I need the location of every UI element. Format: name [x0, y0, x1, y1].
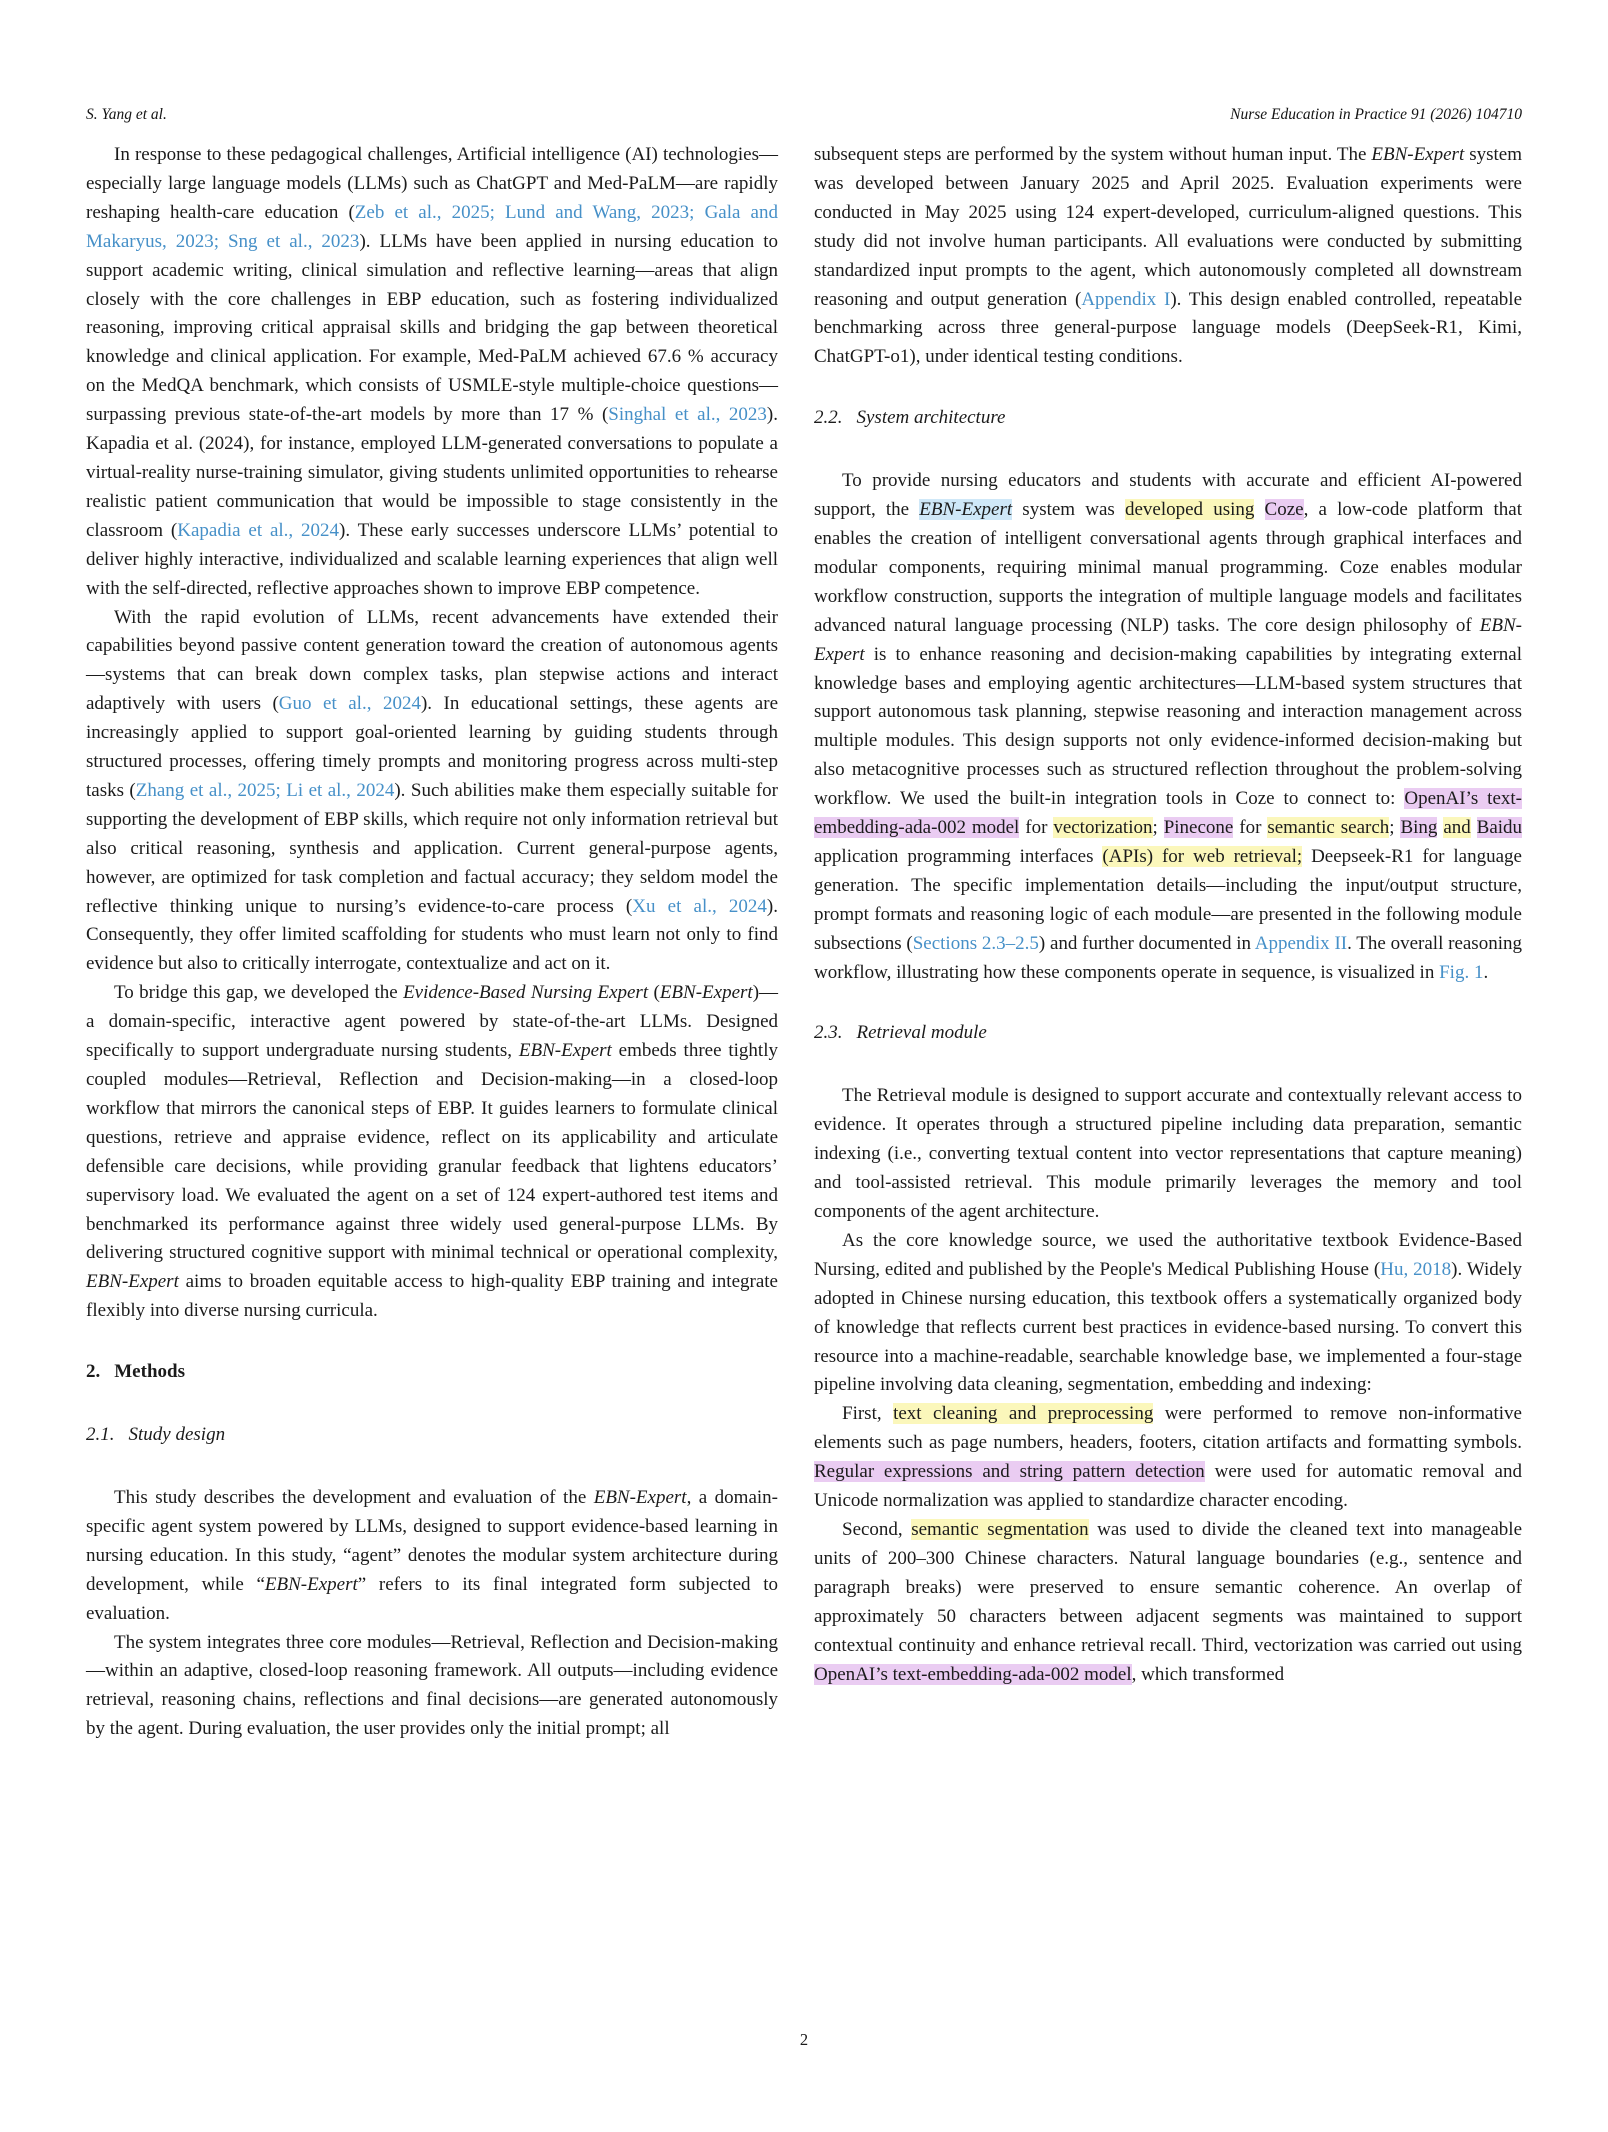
citation-link[interactable]: Guo et al., 2024 — [278, 693, 421, 715]
running-head-journal: Nurse Education in Practice 91 (2026) 104710 — [1230, 106, 1522, 123]
paragraph — [86, 1629, 778, 1745]
italic-text-run: EBN-Expert — [1371, 144, 1465, 165]
text-run: embeds three tightly coupled modules—Retrieval, Reflection and Decision-making—in a closed-loop workflow that mirrors the canonical steps of EBP. It guides learners to formulate clinical questions, retrieve and appraise evidence, reflect on its applicability and articulate defensible care decisions, while providing granular feedback that lightens educators’ supervisory load. We evaluated the agent on a set of 124 expert-authored test items and benchmarked its performance against three widely used general-purpose LLMs. By delivering structured cognitive support with minimal technical or operational complexity, — [86, 1040, 778, 1264]
running-head-authors: S. Yang et al. — [86, 106, 167, 123]
italic-text-run: EBN-Expert — [264, 1573, 358, 1595]
text-run — [1254, 499, 1264, 520]
text-run: With the rapid evolution of LLMs, recent advancements have extended their capabilities beyond passive content generation toward the creation of autonomous agents—systems that can break down complex tasks, plan stepwise actions and interact adaptively with users ( — [86, 606, 778, 715]
citation-link[interactable]: Xu et al., 2024 — [632, 895, 767, 917]
highlight-yellow-run: (APIs) for web retrieval; — [1102, 845, 1303, 867]
italic-text-run: EBN-Expert — [659, 982, 753, 1004]
heading-text: System architecture — [856, 407, 1006, 429]
heading-text: Methods — [114, 1361, 185, 1383]
subsection-heading — [814, 1019, 1522, 1048]
paragraph — [814, 1400, 1522, 1516]
text-run: To provide nursing educators and students with accurate and efficient AI-powered support, the — [814, 470, 1522, 521]
italic-text-run: EBN-Expert — [518, 1040, 612, 1062]
text-run: ) and further documented in — [1038, 932, 1255, 954]
citation-link[interactable]: Hu, 2018 — [1380, 1258, 1452, 1280]
highlight-yellow-run: text cleaning and preprocessing — [893, 1403, 1154, 1425]
heading-text: Retrieval module — [856, 1022, 987, 1044]
text-run: As the core knowledge source, we used the authoritative textbook Evidence-Based Nursing, edited and published by the People's Medical Publishing House ( — [814, 1229, 1522, 1280]
italic-text-run: EBN-Expert — [593, 1486, 687, 1508]
text-run: ; — [1389, 817, 1401, 839]
text-run: for — [1233, 817, 1268, 839]
highlight-purple-run: Coze — [1264, 499, 1304, 521]
citation-link[interactable]: Appendix I — [1081, 288, 1171, 310]
paragraph — [86, 979, 778, 1326]
paragraph — [814, 141, 1522, 372]
text-run: Deepseek-R1 for language generation. The specific implementation details—including the input/output structure, prompt formats and reasoning logic of each module—are presented in the following module subsections ( — [814, 845, 1522, 954]
text-run: The system integrates three core modules—Retrieval, Reflection and Decision-making—within an adaptive, closed-loop reasoning framework. All outputs—including evidence retrieval, reasoning chains, reflections and final decisions—are generated autonomously by the agent. During evaluation, the user provides only the initial prompt; all — [86, 1631, 778, 1740]
text-run: ). Consequently, they offer limited scaffolding for students who must learn not only to find evidence but also to critically interrogate, contextualize and act on it. — [86, 895, 778, 975]
text-run: ). In educational settings, these agents are increasingly applied to support goal-oriented learning by guiding students through structured processes, offering timely prompts and monitoring progress across multi-step tasks ( — [86, 693, 778, 801]
text-run: is to enhance reasoning and decision-making capabilities by integrating external knowledge bases and employing agentic architectures—LLM-based system structures that support autonomous task planning, stepwise reasoning and interaction management across multiple modules. This design supports not only evidence-informed decision-making but also metacognitive processes such as structured reflection throughout the problem-solving workflow. We used the built-in integration tools in Coze to connect to: — [814, 643, 1522, 810]
text-run: This study describes the development and evaluation of the — [114, 1486, 594, 1508]
text-run: )—a domain-specific, interactive agent powered by state-of-the-art LLMs. Designed specifically to support undergraduate nursing students, — [86, 982, 779, 1062]
citation-link[interactable]: Sections 2.3–2.5 — [912, 932, 1039, 954]
paragraph — [814, 1516, 1522, 1689]
text-run: ” refers to its final integrated form subjected to evaluation. — [86, 1573, 778, 1624]
heading-number: 2.3. — [814, 1022, 843, 1044]
highlight-purple-run: Pinecone — [1163, 817, 1234, 839]
text-run: , a low-code platform that enables the creation of intelligent conversational agents through graphical interfaces and modular components, requiring minimal manual programming. Coze enables modular workflow construction, supports the integration of multiple language models and facilitates advanced natural language processing (NLP) tasks. The core design philosophy of — [814, 499, 1523, 636]
highlight-purple-run: OpenAI’s text-embedding-ada-002 model — [814, 788, 1522, 839]
highlight-yellow-run: semantic segmentation — [911, 1518, 1089, 1540]
running-head — [86, 106, 1522, 124]
paragraph — [86, 141, 778, 604]
highlight-purple-run: Bing — [1400, 817, 1438, 839]
text-run: subsequent steps are performed by the system without human input. The — [814, 144, 1372, 165]
text-run: In response to these pedagogical challenges, Artificial intelligence (AI) technologies—especially large language models (LLMs) such as ChatGPT and Med-PaLM—are rapidly reshaping health-care education ( — [86, 144, 778, 223]
text-run: ). Kapadia et al. (2024), for instance, employed LLM-generated conversations to populate a virtual-reality nurse-training simulator, giving students unlimited opportunities to rehearse realistic patient communication that would be impossible to stage consistently in the classroom ( — [86, 404, 778, 541]
citation-link[interactable]: Zhang et al., 2025; Li et al., 2024 — [135, 779, 395, 801]
heading-text: Study design — [128, 1424, 226, 1446]
paragraph — [814, 1082, 1522, 1227]
highlight-yellow-run: developed using — [1124, 499, 1255, 521]
text-run: . The overall reasoning workflow, illustrating how these components operate in sequence, is visualized in — [814, 932, 1522, 983]
text-run: ). LLMs have been applied in nursing education to support academic writing, clinical simulation and reflective learning—areas that align closely with the core challenges in EBP education, such as fostering individualized reasoning, improving critical appraisal skills and bridging the gap between theoretical knowledge and clinical application. For example, Med-PaLM achieved 67.6 % accuracy on the MedQA benchmark, which consists of USMLE-style multiple-choice questions—surpassing previous state-of-the-art models by more than 17 % ( — [86, 230, 778, 426]
text-run: ). These early successes underscore LLMs’ potential to deliver highly interactive, individualized and scalable learning experiences that align well with the self-directed, reflective approaches shown to improve EBP competence. — [86, 519, 778, 599]
text-run: ). Widely adopted in Chinese nursing education, this textbook offers a systematically organized body of knowledge that reflects current best practices in evidence-based nursing. To convert this resource into a machine-readable, searchable knowledge base, we implemented a four-stage pipeline involving data cleaning, segmentation, embedding and indexing: — [814, 1258, 1522, 1396]
text-run: aims to broaden equitable access to high-quality EBP training and integrate flexibly into diverse nursing curricula. — [86, 1271, 778, 1322]
italic-text-run: EBN-Expert — [814, 614, 1522, 665]
text-run: Second, — [842, 1518, 912, 1540]
heading-number: 2. — [86, 1361, 101, 1383]
subsection-heading — [86, 1421, 778, 1450]
page-number: 2 — [799, 2030, 809, 2049]
left-column — [86, 141, 778, 1744]
highlight-yellow-run: and — [1443, 817, 1471, 839]
text-run: for — [1019, 817, 1054, 839]
highlight-yellow-run: vectorization — [1053, 817, 1153, 839]
text-run: First, — [842, 1403, 894, 1425]
citation-link[interactable]: Fig. 1 — [1439, 961, 1484, 983]
text-run: To bridge this gap, we developed the — [114, 982, 404, 1004]
text-run: system was — [1012, 499, 1125, 521]
italic-text-run: Evidence-Based Nursing Expert — [403, 982, 649, 1004]
heading-number: 2.1. — [86, 1424, 115, 1446]
paragraph — [814, 467, 1522, 987]
highlight-yellow-run: semantic search — [1267, 817, 1390, 839]
text-run: were performed to remove non-informative elements such as page numbers, headers, footers, citation artifacts and formatting symbols. — [814, 1403, 1522, 1454]
text-run — [1471, 817, 1477, 838]
text-run: . — [1483, 961, 1489, 983]
italic-text-run: EBN-Expert — [86, 1271, 179, 1293]
citation-link[interactable]: Appendix II — [1254, 932, 1348, 954]
text-run: , which transformed — [1131, 1663, 1285, 1685]
text-run: ). Such abilities make them especially suitable for supporting the development of EBP skills, which require not only information retrieval but also critical reasoning, synthesis and application. Current general-purpose agents, however, are optimized for task completion and factual accuracy; they seldom model the reflective thinking unique to nursing’s evidence-to-care process ( — [86, 779, 778, 917]
text-run: application programming interfaces — [814, 845, 1103, 867]
citation-link[interactable]: Zeb et al., 2025; Lund and Wang, 2023; Gala and Makaryus, 2023; Sng et al., 2023 — [86, 201, 778, 252]
text-run: were used for automatic removal and Unicode normalization was applied to standardize character encoding. — [814, 1461, 1522, 1512]
paragraph — [86, 1484, 778, 1629]
right-column — [814, 141, 1522, 1689]
highlight-purple-run: Baidu — [1476, 817, 1523, 839]
citation-link[interactable]: Kapadia et al., 2024 — [177, 519, 340, 541]
text-run: ( — [648, 982, 660, 1004]
highlight-purple-run: Regular expressions and string pattern detection — [814, 1461, 1205, 1483]
text-run: The Retrieval module is designed to support accurate and contextually relevant access to evidence. It operates through a structured pipeline including data preparation, semantic indexing (i.e., converting textual content into vector representations that capture meaning) and tool-assisted retrieval. This module primarily leverages the memory and tool components of the agent architecture. — [814, 1085, 1522, 1222]
heading-number: 2.2. — [814, 407, 843, 429]
subsection-heading — [814, 404, 1522, 433]
highlight-blue-italic-run: EBN-Expert — [919, 499, 1013, 521]
paragraph — [86, 604, 778, 980]
highlight-purple-run: OpenAI’s text-embedding-ada-002 model — [814, 1663, 1132, 1685]
section-heading — [86, 1358, 778, 1387]
text-run: ). This design enabled controlled, repeatable benchmarking across three general-purpose language models (DeepSeek-R1, Kimi, ChatGPT-o1), under identical testing conditions. — [814, 288, 1523, 368]
text-run: system was developed between January 2025 and April 2025. Evaluation experiments were conducted in May 2025 using 124 expert-developed, curriculum-aligned questions. This study did not involve human participants. All evaluations were conducted by submitting standardized input prompts to the agent, which autonomously completed all downstream reasoning and output generation ( — [814, 144, 1522, 310]
text-run: , a domain-specific agent system powered by LLMs, designed to support evidence-based learning in nursing education. In this study, “agent” denotes the modular system architecture during development, while “ — [86, 1486, 778, 1595]
paragraph — [814, 1227, 1522, 1400]
citation-link[interactable]: Singhal et al., 2023 — [608, 404, 767, 426]
text-run: was used to divide the cleaned text into manageable units of 200–300 Chinese characters. Natural language boundaries (e.g., sentence and paragraph breaks) were preserved to ensure semantic coherence. An overlap of approximately 50 characters between adjacent segments was maintained to support contextual continuity and enhance retrieval recall. Third, vectorization was carried out using — [814, 1518, 1523, 1656]
text-run: ; — [1152, 817, 1164, 839]
